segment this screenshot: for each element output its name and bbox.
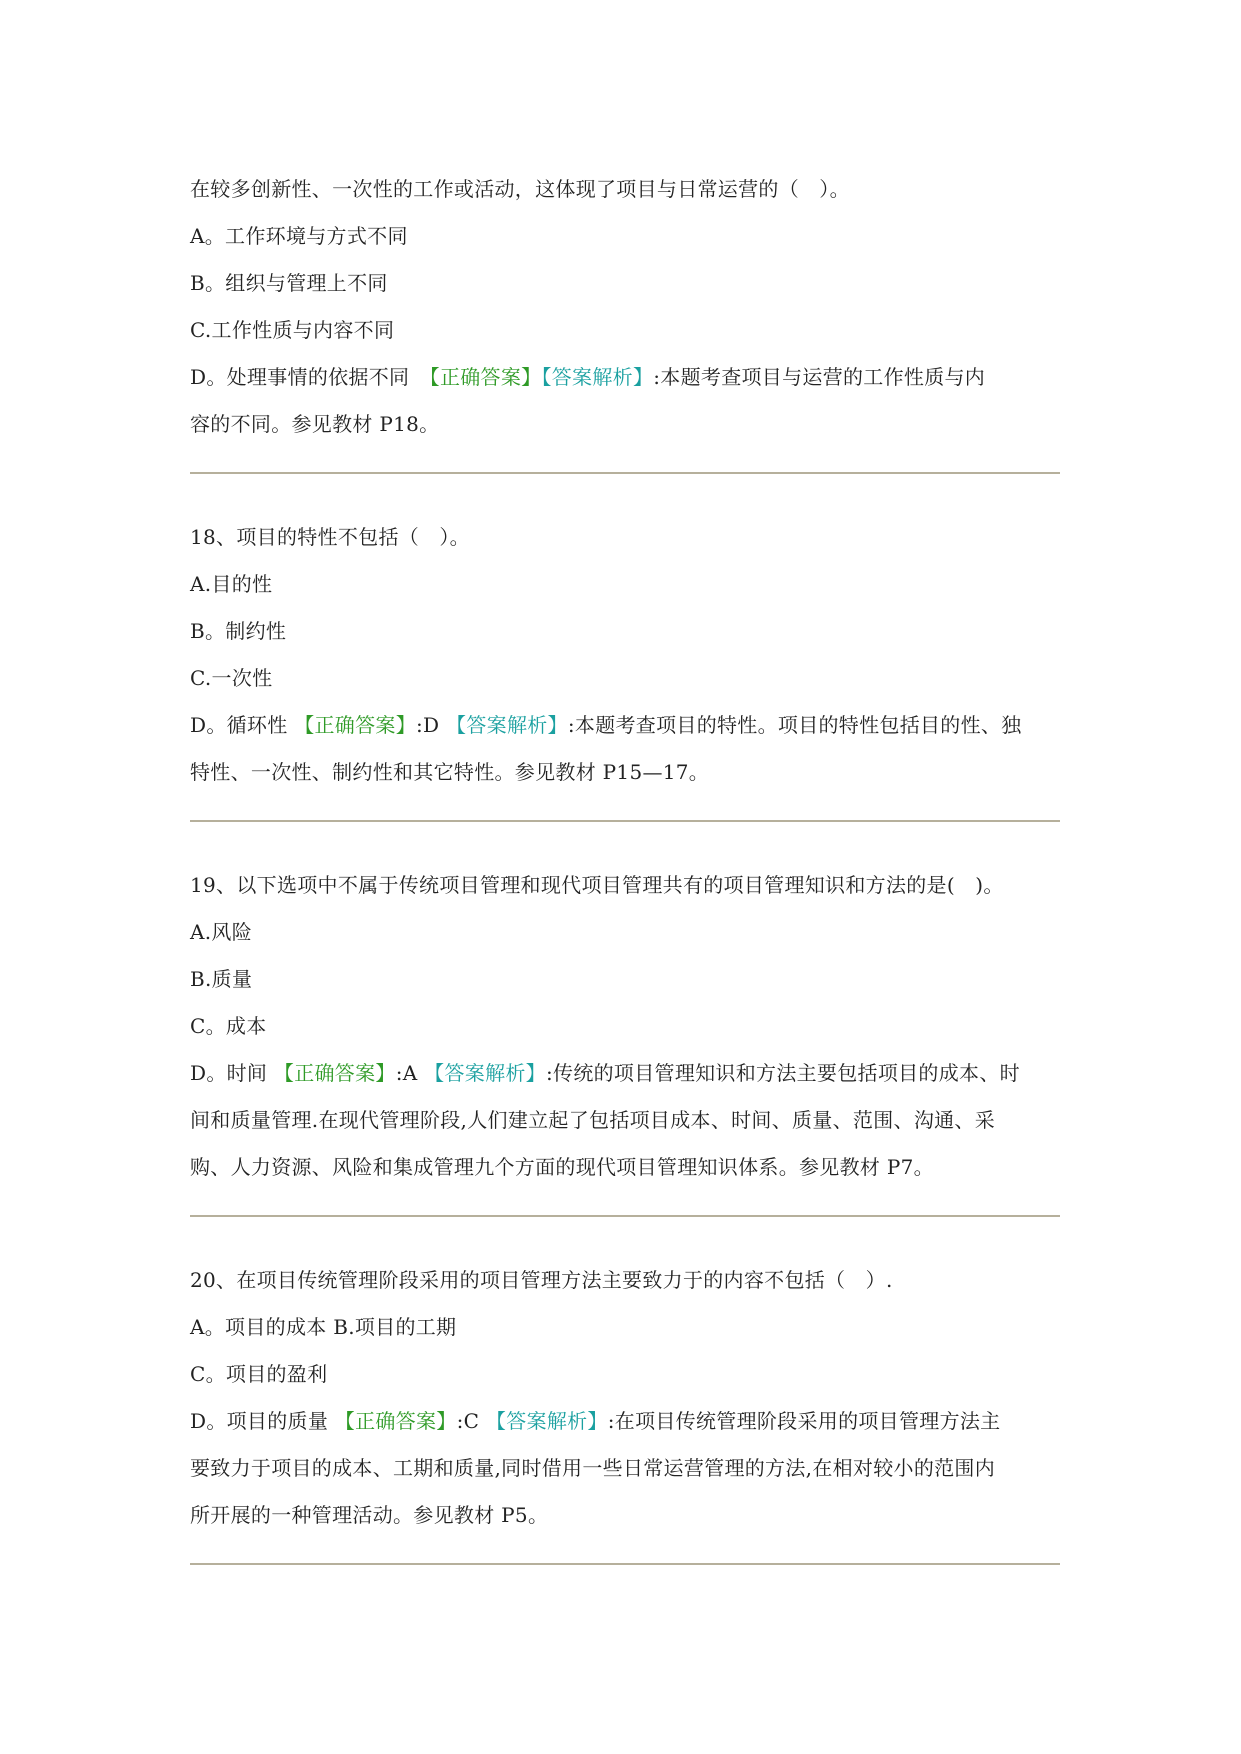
explanation-continued: 要致力于项目的成本、工期和质量,同时借用一些日常运营管理的方法,在相对较小的范围内: [190, 1456, 996, 1480]
correct-answer-value: :C: [456, 1409, 486, 1433]
section-divider: [190, 820, 1060, 822]
option-c: C。项目的盈利: [190, 1362, 328, 1386]
option-d-with-answer: [190, 1050, 1060, 1097]
option-b: B。制约性: [190, 619, 287, 643]
option-d: D。项目的质量: [190, 1409, 335, 1433]
correct-answer-value: :A: [395, 1061, 425, 1085]
explanation-continued: 所开展的一种管理活动。参见教材 P5。: [190, 1503, 549, 1527]
option-b: B。组织与管理上不同: [190, 271, 388, 295]
option-d-with-answer: [190, 702, 1060, 749]
option-c: C。成本: [190, 1014, 267, 1038]
content-column: [190, 166, 1060, 1605]
question-18: [190, 514, 1060, 796]
option-b: B.质量: [190, 967, 253, 991]
explanation-text: :本题考查项目与运营的工作性质与内: [653, 365, 986, 389]
section-divider: [190, 472, 1060, 474]
question-17: [190, 166, 1060, 448]
correct-answer-value: :D: [416, 713, 447, 737]
explanation-text: :传统的项目管理知识和方法主要包括项目的成本、时: [545, 1061, 1020, 1085]
option-d: D。处理事情的依据不同: [190, 365, 430, 389]
question-19: [190, 862, 1060, 1191]
option-a: A.目的性: [190, 572, 273, 596]
explanation-text: :本题考查项目的特性。项目的特性包括目的性、独: [567, 713, 1022, 737]
section-divider: [190, 1563, 1060, 1565]
question-stem: 20、在项目传统管理阶段采用的项目管理方法主要致力于的内容不包括（ ）.: [190, 1268, 893, 1292]
correct-answer-tag: 【正确答案】: [429, 365, 542, 389]
correct-answer-tag: 【正确答案】: [334, 1409, 457, 1433]
explanation-continued: 特性、一次性、制约性和其它特性。参见教材 P15—17。: [190, 760, 710, 784]
answer-explanation-tag: 【答案解析】: [541, 365, 654, 389]
correct-answer-tag: 【正确答案】: [294, 713, 417, 737]
option-a-b: A。项目的成本 B.项目的工期: [190, 1315, 457, 1339]
option-d-with-answer: [190, 354, 1060, 401]
option-c: C.工作性质与内容不同: [190, 318, 395, 342]
answer-explanation-tag: 【答案解析】: [446, 713, 568, 737]
option-c: C.一次性: [190, 666, 273, 690]
question-stem: 在较多创新性、一次性的工作或活动，这体现了项目与日常运营的（ ）。: [190, 177, 850, 201]
option-a: A.风险: [190, 920, 253, 944]
option-a: A。工作环境与方式不同: [190, 224, 408, 248]
explanation-continued: 间和质量管理.在现代管理阶段,人们建立起了包括项目成本、时间、质量、范围、沟通、采: [190, 1108, 996, 1132]
explanation-continued: 容的不同。参见教材 P18。: [190, 412, 440, 436]
answer-explanation-tag: 【答案解析】: [424, 1061, 546, 1085]
answer-explanation-tag: 【答案解析】: [485, 1409, 608, 1433]
option-d: D。循环性: [190, 713, 295, 737]
option-d: D。时间: [190, 1061, 274, 1085]
option-d-with-answer: [190, 1398, 1060, 1445]
explanation-continued: 购、人力资源、风险和集成管理九个方面的现代项目管理知识体系。参见教材 P7。: [190, 1155, 934, 1179]
question-20: [190, 1257, 1060, 1539]
question-stem: 19、以下选项中不属于传统项目管理和现代项目管理共有的项目管理知识和方法的是( )。: [190, 873, 1004, 897]
explanation-text: :在项目传统管理阶段采用的项目管理方法主: [607, 1409, 1001, 1433]
section-divider: [190, 1215, 1060, 1217]
correct-answer-tag: 【正确答案】: [273, 1061, 396, 1085]
question-stem: 18、项目的特性不包括（ ）。: [190, 525, 470, 549]
